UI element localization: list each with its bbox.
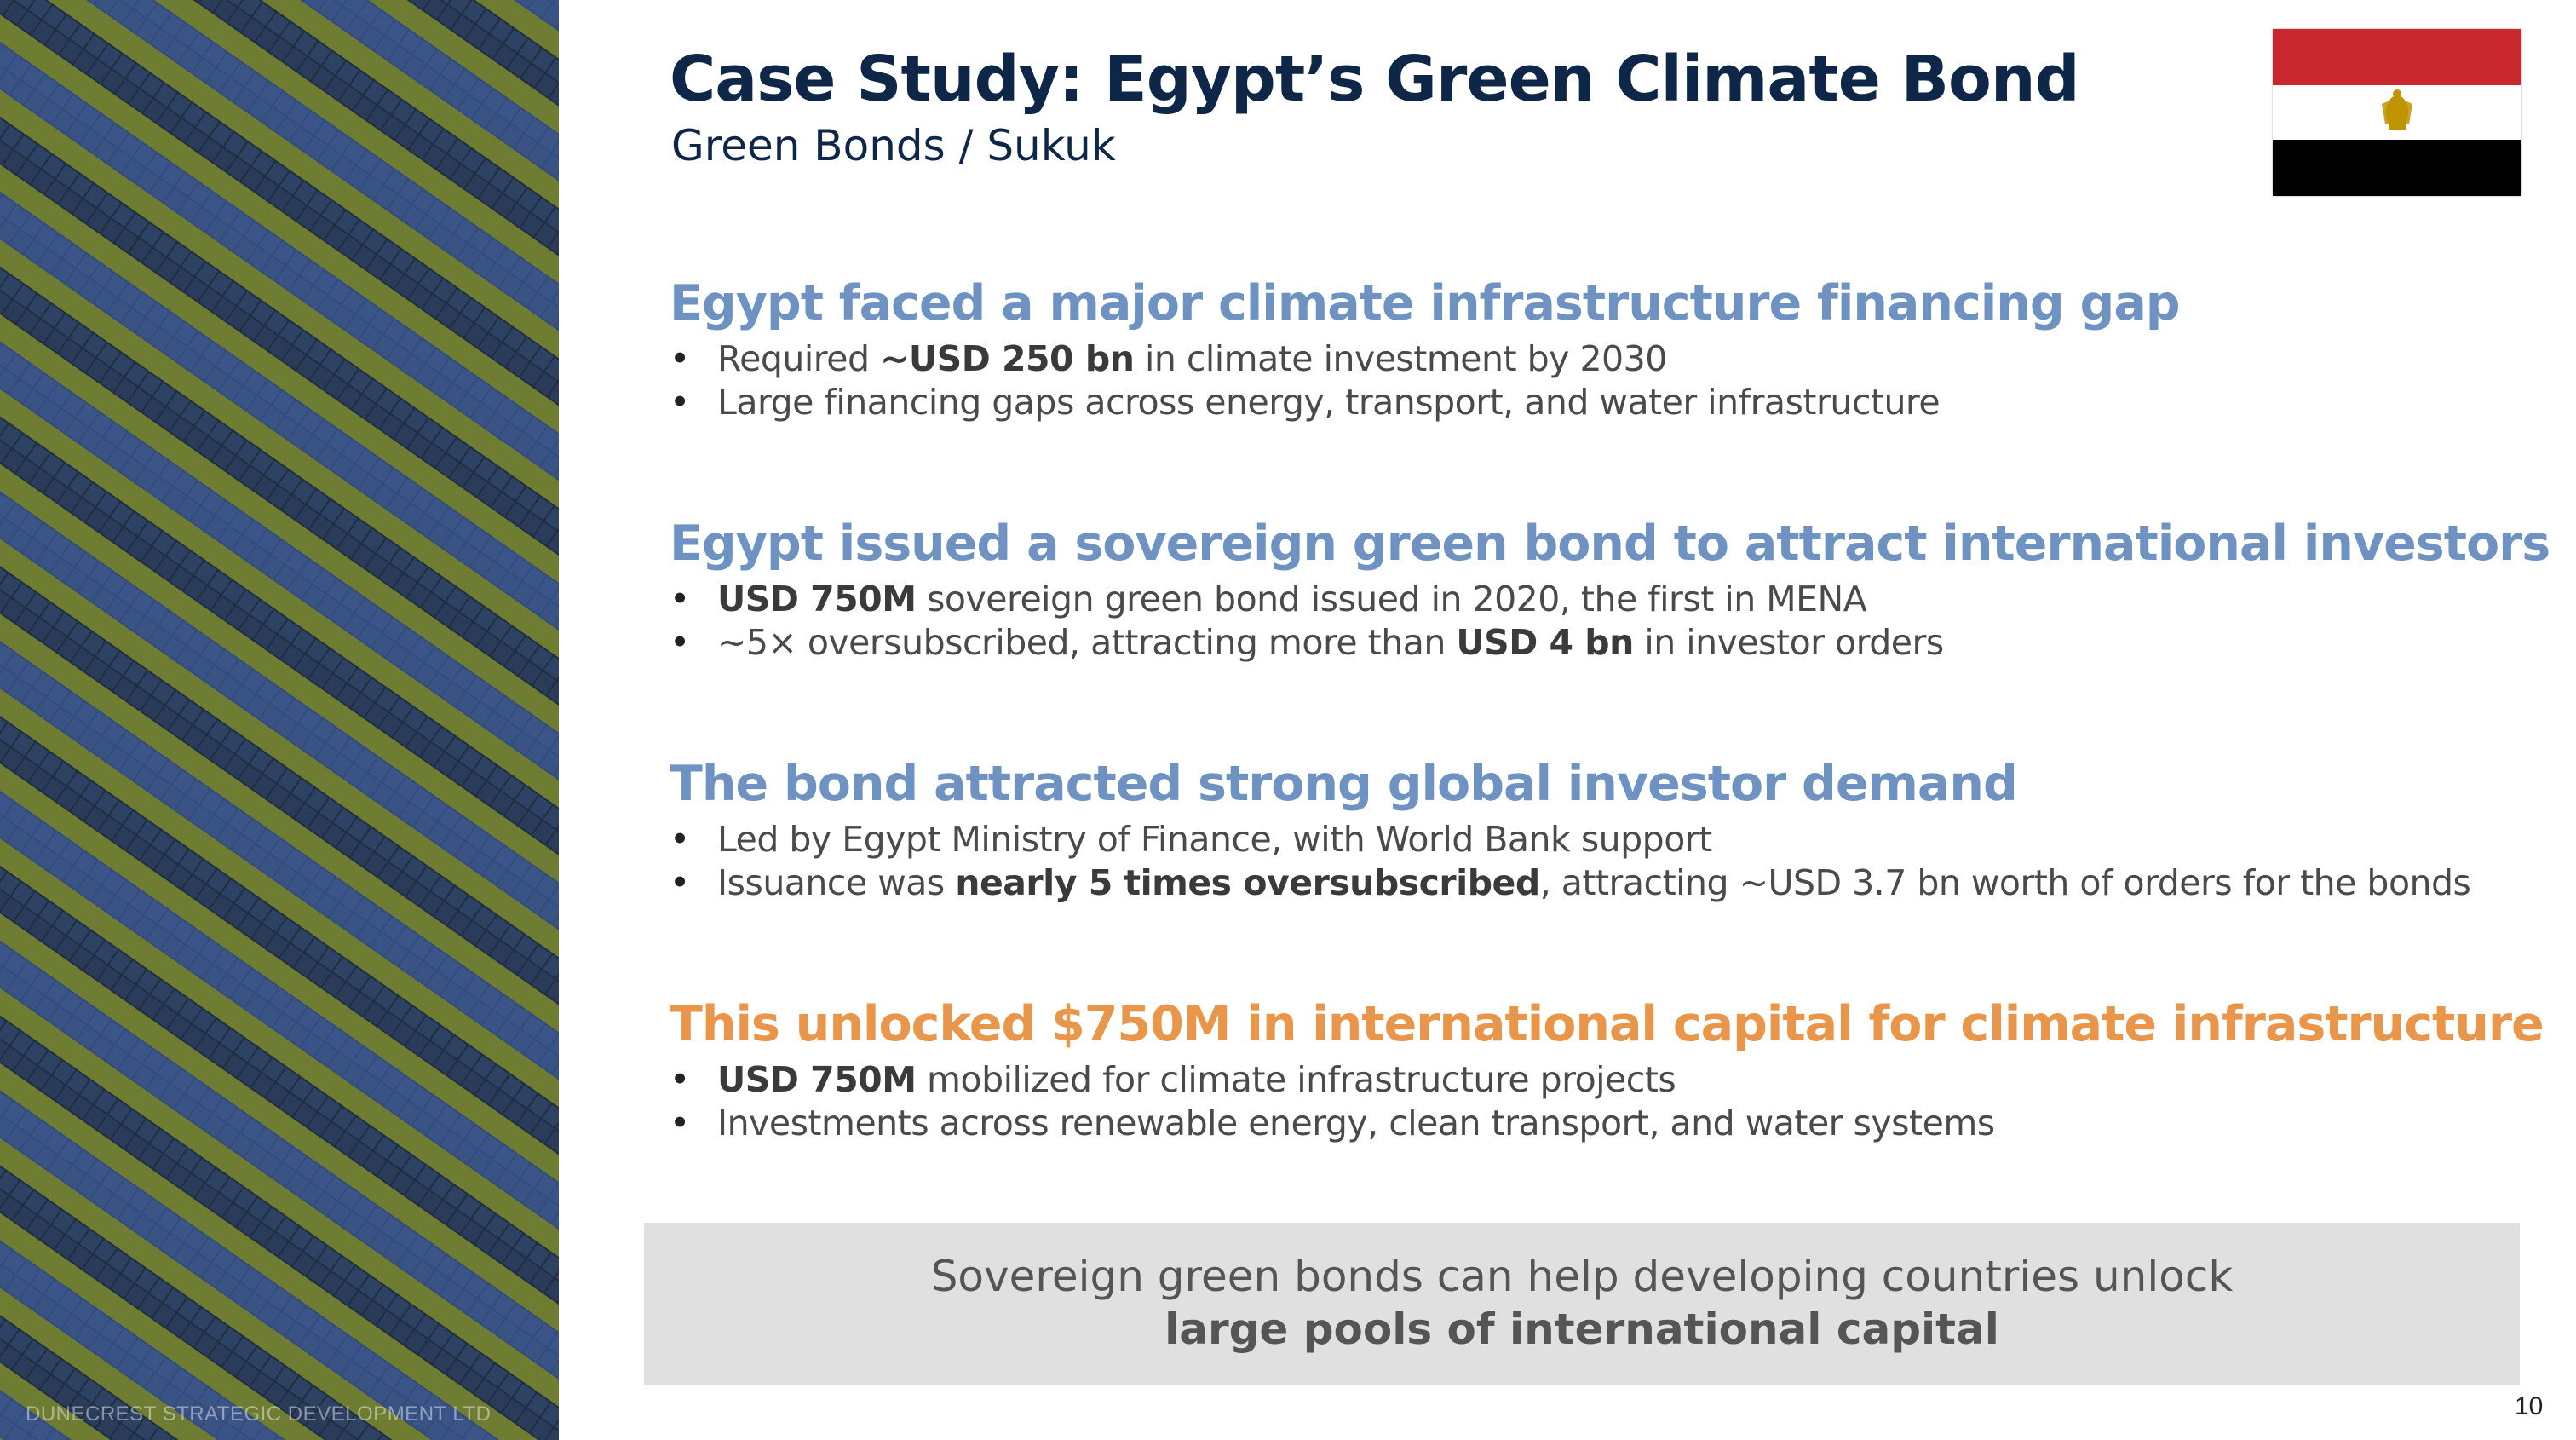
section-sovereign-bond <box>670 510 2550 665</box>
bullet-item: • USD 750M mobilized for climate infrastructure projects <box>670 1058 2527 1102</box>
company-footer: DUNECREST STRATEGIC DEVELOPMENT LTD <box>26 1403 492 1426</box>
solar-panel-photo <box>0 0 559 1440</box>
solar-panel-field-image <box>0 0 559 1440</box>
bullet-list <box>670 578 2527 665</box>
page-number: 10 <box>2515 1392 2544 1420</box>
section-heading: Egypt faced a major climate infrastructure financing gap <box>670 275 2180 331</box>
section-capital-unlocked <box>670 990 2544 1145</box>
callout-line-2: large pools of international capital <box>1164 1305 1999 1354</box>
page-title: Case Study: Egypt’s Green Climate Bond <box>670 43 2079 116</box>
bullet-item: • Investments across renewable energy, clean transport, and water systems <box>670 1102 2527 1145</box>
bullet-list <box>670 337 2527 424</box>
section-heading: Egypt issued a sovereign green bond to attract international investors <box>670 516 2550 572</box>
section-financing-gap <box>670 269 2527 424</box>
bullet-item: • USD 750M sovereign green bond issued in 2020, the first in MENA <box>670 578 2527 621</box>
section-heading: This unlocked $750M in international capital for climate infrastructure <box>670 996 2544 1052</box>
bullet-item: • Issuance was nearly 5 times oversubscribed, attracting ~USD 3.7 bn worth of orders for the bonds <box>670 861 2527 905</box>
bullet-item: • Required ~USD 250 bn in climate investment by 2030 <box>670 337 2527 381</box>
key-takeaway-callout <box>644 1223 2520 1385</box>
bullet-item: • Led by Egypt Ministry of Finance, with World Bank support <box>670 818 2527 861</box>
callout-line-1: Sovereign green bonds can help developing countries unlock <box>930 1252 2234 1301</box>
bullet-list <box>670 818 2527 905</box>
page-subtitle: Green Bonds / Sukuk <box>671 121 1116 170</box>
section-heading: The bond attracted strong global investor demand <box>670 756 2017 812</box>
section-investor-demand <box>670 750 2527 905</box>
bullet-item: • ~5× oversubscribed, attracting more than USD 4 bn in investor orders <box>670 621 2527 665</box>
bullet-list <box>670 1058 2527 1145</box>
bullet-item: • Large financing gaps across energy, transport, and water infrastructure <box>670 381 2527 424</box>
egypt-flag-icon <box>2273 29 2521 196</box>
